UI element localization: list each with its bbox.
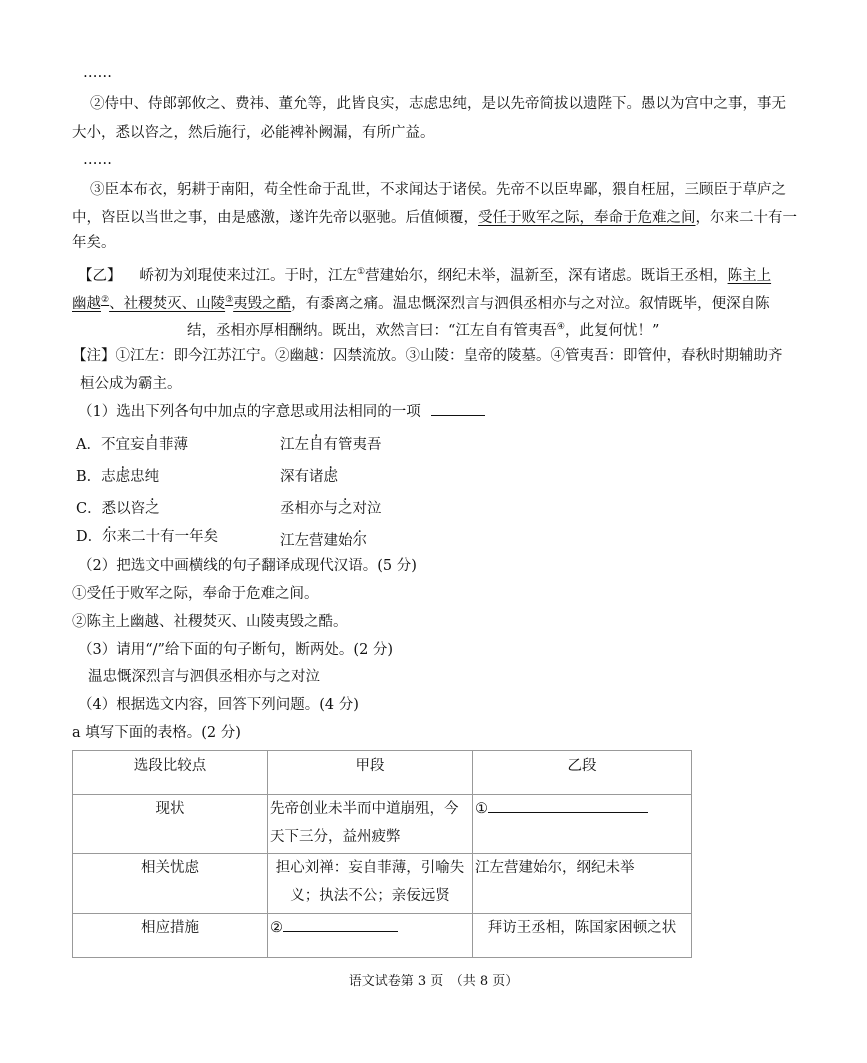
text: 江左 [280, 437, 309, 453]
table-cell-yi [473, 854, 692, 914]
text: 江左营建始 [280, 533, 353, 549]
q2-item1: ①受任于败军之际，奉命于危难之间。 [72, 586, 319, 602]
answer-blank[interactable] [431, 401, 485, 416]
passage-yi-line3 [187, 317, 659, 341]
underlined-sentence-2: 、社稷焚灭、山陵 [109, 295, 226, 312]
q1-option-d[interactable] [76, 527, 218, 547]
ellipsis: …… [83, 152, 112, 168]
option-label: B． [76, 469, 102, 485]
text: 悉以咨 [101, 501, 146, 517]
q1-option-c[interactable] [76, 499, 160, 519]
table-cell-yi [473, 914, 692, 958]
text: 先帝创业未半而中道崩殂，今 [270, 801, 459, 817]
dotted-char: 虑 [115, 469, 131, 485]
q1-option-a[interactable] [76, 435, 188, 455]
text: 江左营建始尔，纲纪未举 [475, 860, 635, 876]
blank-marker: ② [270, 920, 283, 936]
table-cell-jia [268, 795, 473, 854]
passage-yi-line1 [78, 262, 771, 286]
note-line1: 【注】①江左：即今江苏江宁。②幽越：囚禁流放。③山陵：皇帝的陵墓。④管夷吾：即管仲，春秋时期辅助齐 [72, 348, 783, 364]
underlined-sentence-1: 受任于败军之际，奉命于危难之间 [478, 210, 696, 226]
note-marker: ③ [225, 295, 234, 305]
q1-option-a-right [280, 435, 382, 455]
text: 担心刘禅：妄自菲薄，引喻失 [275, 860, 465, 876]
option-label: D． [76, 529, 103, 545]
passage-yi-line2 [72, 290, 770, 314]
answer-blank[interactable] [283, 917, 398, 932]
q3-sentence: 温忠慨深烈言与泗俱丞相亦与之对泣 [88, 669, 320, 685]
text: 忠纯 [130, 469, 160, 485]
q1-option-b-right [280, 467, 338, 487]
text: 志 [101, 469, 116, 485]
table-header: 甲段 [268, 751, 473, 795]
table-header-row [73, 751, 692, 795]
blank-marker: ① [475, 801, 488, 817]
q1-option-b[interactable] [76, 467, 159, 487]
table-header: 乙段 [473, 751, 692, 795]
dotted-char: 自 [144, 437, 159, 453]
ellipsis: …… [83, 65, 112, 81]
comparison-table [72, 750, 692, 958]
text: 丞相亦与 [280, 501, 338, 517]
text: 峤初为刘琨使来过江。于时，江左 [139, 267, 357, 284]
dotted-char: 自 [309, 437, 324, 453]
note-marker: ① [357, 267, 366, 277]
page-footer: 语文试卷第 3 页 （共 8 页） [348, 974, 519, 989]
dotted-char: 尔 [352, 533, 367, 549]
text: 营建始尔，纲纪未举，温新至，深有诸虑。既诣王丞相， [365, 267, 728, 284]
passage-jia-para3-line1: ③臣本布衣，躬耕于南阳，苟全性命于乱世，不求闻达于诸侯。先帝不以臣卑鄙，猥自枉屈，三顾臣于草庐之 [90, 182, 786, 198]
text: ，此复何忧！” [565, 322, 660, 339]
text: 不宜妄 [100, 437, 145, 453]
text: 结，丞相亦厚相酬纳。既出，欢然言曰：“江左自有管夷吾 [187, 322, 557, 339]
note-marker: ④ [556, 322, 565, 332]
text: ，有黍离之痛。温忠慨深烈言与泗俱丞相亦与之对泣。叙情既毕，便深自陈 [291, 295, 770, 312]
text: 中，咨臣以当世之事，由是感激，遂许先帝以驱驰。后值倾覆， [72, 210, 478, 226]
option-label: A． [76, 437, 101, 453]
q4-prompt: （4）根据选文内容，回答下列问题。(4 分) [78, 697, 359, 713]
underlined-sentence-2: 陈主上 [727, 267, 772, 284]
dotted-char: 之 [338, 501, 353, 517]
q2-prompt: （2）把选文中画横线的句子翻译成现代汉语。(5 分) [78, 558, 417, 574]
note-line2: 桓公成为霸主。 [80, 376, 182, 392]
answer-blank[interactable] [488, 798, 648, 813]
q4-sub-a: a 填写下面的表格。(2 分) [72, 725, 241, 741]
table-cell-point: 相应措施 [73, 914, 268, 958]
passage-jia-para3-line2 [72, 208, 797, 228]
table-cell-yi[interactable] [473, 795, 692, 854]
table-cell-point: 相关忧虑 [73, 854, 268, 914]
text: （1）选出下列各句中加点的字意思或用法相同的一项 [78, 404, 421, 420]
dotted-char: 之 [145, 501, 160, 517]
table-cell-point: 现状 [73, 795, 268, 854]
passage-jia-para3-line3: 年矣。 [72, 235, 116, 251]
note-marker: ② [101, 295, 110, 305]
text: 拜访王丞相，陈国家困顿之状 [487, 920, 677, 936]
table-header: 选段比较点 [73, 751, 268, 795]
text: 有管夷吾 [323, 437, 382, 453]
table-row [73, 914, 692, 958]
passage-jia-para2-line1: ②侍中、侍郎郭攸之、费祎、董允等，此皆良实，志虑忠纯，是以先帝简拔以遗陛下。愚以为宫中之事，事无 [90, 96, 786, 112]
answer-slot-2[interactable] [270, 914, 472, 942]
q1-prompt [78, 401, 485, 422]
option-label: C． [76, 501, 102, 517]
table-cell-jia[interactable] [268, 914, 473, 958]
text: 来二十有一年矣 [116, 529, 219, 545]
text: 对泣 [352, 501, 382, 517]
q3-prompt: （3）请用“/”给下面的句子断句，断两处。(2 分) [78, 642, 394, 658]
text: 天下三分，益州疲弊 [270, 829, 401, 845]
table-row [73, 854, 692, 914]
answer-slot-1[interactable] [475, 795, 691, 823]
dotted-char: 尔 [102, 529, 117, 545]
table-row [73, 795, 692, 854]
underlined-sentence-2: 夷毁之酷 [233, 295, 292, 312]
table-cell-jia [268, 854, 473, 914]
text: 深有诸 [280, 469, 324, 485]
text: ，尔来二十有一 [695, 210, 797, 226]
passage-jia-para2-line2: 大小，悉以咨之，然后施行，必能裨补阙漏，有所广益。 [72, 125, 435, 141]
q2-item2: ②陈主上幽越、社稷焚灭、山陵夷毁之酷。 [72, 614, 348, 630]
q1-option-c-right [280, 499, 382, 519]
text: 菲薄 [158, 437, 188, 453]
underlined-sentence-2: 幽越 [72, 295, 101, 312]
text: 义；执法不公；亲佞远贤 [290, 888, 450, 904]
dotted-char: 虑 [323, 469, 338, 485]
q1-option-d-right [280, 531, 367, 551]
passage-yi-label: 【乙】 [78, 267, 122, 284]
